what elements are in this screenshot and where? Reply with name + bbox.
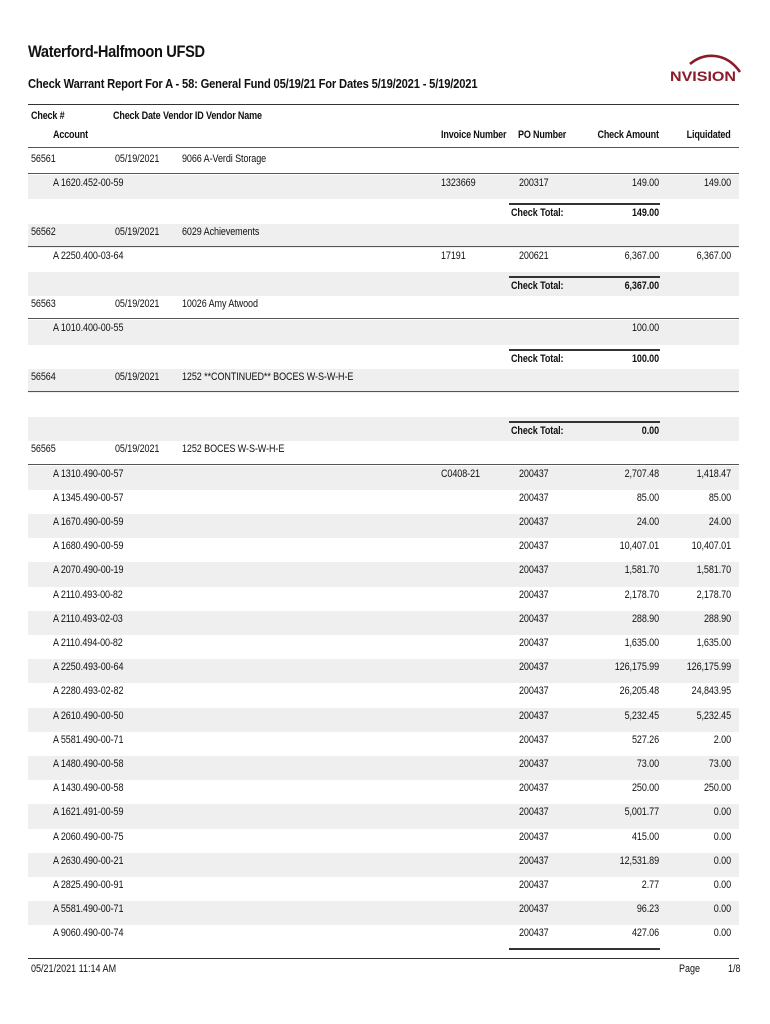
col-liquidated: Liquidated bbox=[687, 129, 731, 141]
line-po: 200437 bbox=[519, 733, 549, 746]
line-amount: 1,635.00 bbox=[624, 637, 659, 649]
line-liquidated: 126,175.99 bbox=[686, 661, 731, 674]
line-account: A 2610.490-00-50 bbox=[53, 709, 124, 722]
check-total-amount: 0.00 bbox=[641, 425, 659, 438]
line-account: A 2070.490-00-19 bbox=[53, 564, 124, 577]
check-number: 56564 bbox=[31, 370, 56, 383]
nvision-logo bbox=[664, 50, 742, 90]
line-liquidated: 149.00 bbox=[703, 177, 731, 190]
line-amount: 1,581.70 bbox=[624, 564, 659, 577]
line-account: A 2630.490-00-21 bbox=[53, 854, 124, 867]
col-check-amount: Check Amount bbox=[597, 129, 659, 141]
line-po: 200437 bbox=[519, 588, 549, 601]
col-check-date: Check Date bbox=[113, 110, 161, 122]
line-invoice: 1323669 bbox=[441, 177, 476, 190]
line-liquidated: 250.00 bbox=[703, 782, 731, 795]
line-amount: 415.00 bbox=[631, 830, 659, 843]
line-amount: 288.90 bbox=[631, 612, 659, 625]
line-po: 200437 bbox=[519, 612, 549, 625]
line-account: A 2280.493-02-82 bbox=[53, 685, 124, 698]
line-account: A 1345.490-00-57 bbox=[53, 491, 124, 504]
line-po: 200437 bbox=[519, 709, 549, 722]
page-label: Page bbox=[679, 963, 701, 975]
line-po: 200621 bbox=[519, 249, 549, 262]
line-po: 200437 bbox=[519, 806, 549, 819]
line-liquidated: 2.00 bbox=[713, 733, 731, 746]
org-title: Waterford-Halfmoon UFSD bbox=[28, 42, 205, 61]
line-account: A 1010.400-00-55 bbox=[53, 322, 124, 335]
col-po: PO Number bbox=[518, 129, 567, 141]
line-amount: 5,001.77 bbox=[624, 806, 659, 819]
page-number: 1/8 bbox=[728, 963, 741, 975]
total-rule bbox=[509, 203, 660, 205]
line-amount: 149.00 bbox=[631, 177, 659, 190]
line-account: A 1620.452-00-59 bbox=[53, 177, 124, 190]
line-po: 200437 bbox=[519, 782, 549, 795]
line-account: A 2110.494-00-82 bbox=[53, 637, 123, 649]
row-shade bbox=[28, 514, 739, 538]
line-po: 200437 bbox=[519, 540, 549, 553]
line-amount: 100.00 bbox=[631, 322, 659, 335]
line-po: 200437 bbox=[519, 927, 549, 940]
total-rule bbox=[509, 349, 660, 351]
group-rule bbox=[28, 464, 739, 465]
check-number: 56565 bbox=[31, 443, 56, 456]
line-amount: 85.00 bbox=[636, 491, 659, 504]
line-amount: 427.06 bbox=[631, 927, 659, 940]
check-total-label: Check Total: bbox=[511, 352, 564, 365]
col-invoice: Invoice Number bbox=[441, 129, 507, 141]
line-amount: 2.77 bbox=[641, 879, 659, 891]
line-amount: 527.26 bbox=[631, 733, 659, 746]
group-rule bbox=[28, 246, 739, 247]
col-check: Check # bbox=[31, 110, 65, 122]
line-amount: 73.00 bbox=[636, 758, 659, 770]
line-account: A 5581.490-00-71 bbox=[53, 733, 124, 746]
vendor-name: 6029 Achievements bbox=[182, 225, 260, 238]
line-liquidated: 0.00 bbox=[713, 806, 731, 819]
col-account: Account bbox=[53, 129, 88, 141]
line-po: 200437 bbox=[519, 491, 549, 504]
group-rule bbox=[28, 173, 739, 174]
line-liquidated: 1,418.47 bbox=[696, 467, 731, 480]
line-po: 200437 bbox=[519, 854, 549, 867]
line-liquidated: 73.00 bbox=[708, 758, 731, 770]
check-total-label: Check Total: bbox=[511, 425, 564, 438]
check-date: 05/19/2021 bbox=[115, 225, 160, 238]
line-account: A 2250.400-03-64 bbox=[53, 249, 124, 262]
line-po: 200437 bbox=[519, 564, 549, 577]
line-po: 200317 bbox=[519, 177, 549, 190]
line-account: A 5581.490-00-71 bbox=[53, 903, 124, 916]
line-account: A 9060.490-00-74 bbox=[53, 927, 124, 940]
check-total-label: Check Total: bbox=[511, 207, 564, 220]
total-rule bbox=[509, 276, 660, 278]
total-rule bbox=[509, 948, 660, 950]
line-amount: 126,175.99 bbox=[614, 661, 659, 674]
line-liquidated: 2,178.70 bbox=[696, 588, 731, 601]
line-account: A 2110.493-02-03 bbox=[53, 612, 123, 625]
footer-rule bbox=[28, 958, 739, 959]
group-rule bbox=[28, 391, 739, 392]
check-total-label: Check Total: bbox=[511, 280, 564, 292]
line-po: 200437 bbox=[519, 685, 549, 698]
line-account: A 1621.491-00-59 bbox=[53, 806, 124, 819]
line-amount: 24.00 bbox=[636, 516, 659, 528]
row-shade bbox=[28, 756, 739, 780]
group-rule bbox=[28, 318, 739, 319]
vendor-name: 1252 BOCES W-S-W-H-E bbox=[182, 443, 285, 456]
line-po: 200437 bbox=[519, 830, 549, 843]
line-po: 200437 bbox=[519, 637, 549, 649]
report-title: Check Warrant Report For A - 58: General Fund 05/19/21 For Dates 5/19/2021 - 5/19/2021 bbox=[28, 76, 478, 91]
logo-text: NVISION bbox=[670, 68, 736, 84]
line-amount: 5,232.45 bbox=[624, 709, 659, 722]
line-liquidated: 1,635.00 bbox=[696, 637, 731, 649]
line-po: 200437 bbox=[519, 758, 549, 770]
check-total-amount: 100.00 bbox=[631, 352, 659, 365]
line-amount: 6,367.00 bbox=[624, 249, 659, 262]
line-account: A 1480.490-00-58 bbox=[53, 758, 124, 770]
line-account: A 1430.490-00-58 bbox=[53, 782, 124, 795]
line-liquidated: 10,407.01 bbox=[691, 540, 731, 553]
check-date: 05/19/2021 bbox=[115, 443, 160, 456]
check-total-amount: 149.00 bbox=[631, 207, 659, 220]
line-account: A 1670.490-00-59 bbox=[53, 516, 124, 528]
line-invoice: 17191 bbox=[441, 249, 466, 262]
check-date: 05/19/2021 bbox=[115, 298, 160, 311]
line-account: A 2250.493-00-64 bbox=[53, 661, 124, 674]
col-vendor: Vendor ID Vendor Name bbox=[163, 110, 262, 122]
line-liquidated: 24,843.95 bbox=[691, 685, 731, 698]
line-invoice: C0408-21 bbox=[441, 467, 480, 480]
line-amount: 96.23 bbox=[636, 903, 659, 916]
vendor-name: 1252 **CONTINUED** BOCES W-S-W-H-E bbox=[182, 370, 354, 383]
line-liquidated: 0.00 bbox=[713, 903, 731, 916]
line-liquidated: 0.00 bbox=[713, 854, 731, 867]
line-liquidated: 0.00 bbox=[713, 927, 731, 940]
line-amount: 2,178.70 bbox=[624, 588, 659, 601]
line-account: A 2110.493-00-82 bbox=[53, 588, 123, 601]
line-amount: 12,531.89 bbox=[619, 854, 659, 867]
line-po: 200437 bbox=[519, 516, 549, 528]
line-liquidated: 24.00 bbox=[708, 516, 731, 528]
line-amount: 250.00 bbox=[631, 782, 659, 795]
check-date: 05/19/2021 bbox=[115, 370, 160, 383]
vendor-name: 10026 Amy Atwood bbox=[182, 298, 258, 311]
line-liquidated: 288.90 bbox=[703, 612, 731, 625]
header-rule bbox=[28, 104, 739, 105]
line-po: 200437 bbox=[519, 879, 549, 891]
line-account: A 1680.490-00-59 bbox=[53, 540, 124, 553]
line-amount: 10,407.01 bbox=[619, 540, 659, 553]
line-liquidated: 6,367.00 bbox=[696, 249, 731, 262]
line-po: 200437 bbox=[519, 661, 549, 674]
check-number: 56563 bbox=[31, 298, 56, 311]
line-account: A 2825.490-00-91 bbox=[53, 879, 124, 891]
line-liquidated: 5,232.45 bbox=[696, 709, 731, 722]
line-amount: 26,205.48 bbox=[619, 685, 659, 698]
line-amount: 2,707.48 bbox=[624, 467, 659, 480]
line-account: A 1310.490-00-57 bbox=[53, 467, 124, 480]
column-rule bbox=[28, 147, 739, 148]
line-po: 200437 bbox=[519, 467, 549, 480]
print-timestamp: 05/21/2021 11:14 AM bbox=[31, 963, 117, 975]
row-shade bbox=[28, 901, 739, 925]
check-date: 05/19/2021 bbox=[115, 153, 160, 165]
line-po: 200437 bbox=[519, 903, 549, 916]
line-account: A 2060.490-00-75 bbox=[53, 830, 124, 843]
check-number: 56561 bbox=[31, 153, 56, 165]
check-number: 56562 bbox=[31, 225, 56, 238]
line-liquidated: 1,581.70 bbox=[696, 564, 731, 577]
vendor-name: 9066 A-Verdi Storage bbox=[182, 153, 267, 165]
check-total-amount: 6,367.00 bbox=[624, 280, 659, 292]
line-liquidated: 85.00 bbox=[708, 491, 731, 504]
line-liquidated: 0.00 bbox=[713, 879, 731, 891]
line-liquidated: 0.00 bbox=[713, 830, 731, 843]
total-rule bbox=[509, 421, 660, 423]
